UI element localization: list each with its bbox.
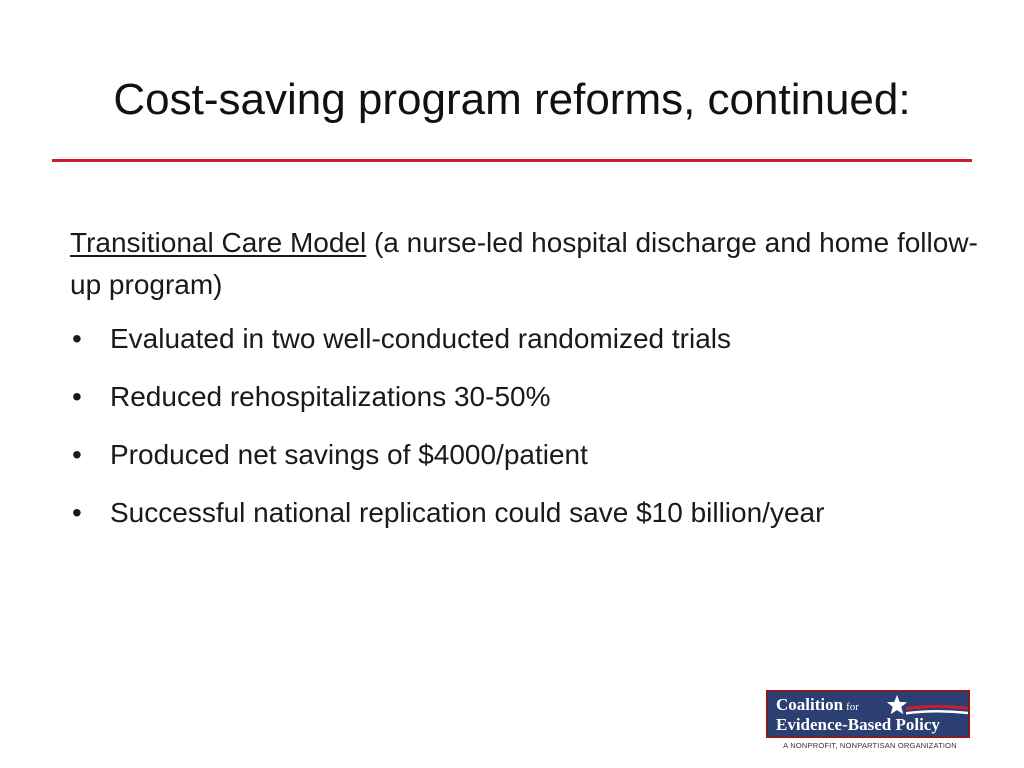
logo-line-1: Coalition for	[776, 695, 859, 714]
logo-line-2: Evidence-Based Policy	[776, 715, 940, 734]
slide-title: Cost-saving program reforms, continued:	[113, 75, 911, 124]
title-divider	[52, 159, 972, 162]
bullet-dot-icon: •	[72, 439, 82, 470]
bullet-dot-icon: •	[72, 323, 82, 354]
bullet-item	[70, 492, 1000, 534]
bullet-text: Reduced rehospitalizations 30-50%	[110, 381, 551, 412]
bullet-text: Produced net savings of $4000/patient	[110, 439, 588, 470]
bullet-dot-icon: •	[72, 497, 82, 528]
bullet-item	[70, 376, 1000, 418]
bullet-item	[70, 434, 1000, 476]
bullet-list	[70, 318, 1000, 550]
bullet-text: Evaluated in two well-conducted randomized trials	[110, 323, 731, 354]
intro-paragraph	[70, 222, 990, 306]
organization-logo	[766, 690, 974, 752]
logo-badge	[766, 690, 970, 738]
intro-term: Transitional Care Model	[70, 227, 367, 258]
intro-description: (a nurse-led hospital discharge and home follow-up program)	[70, 227, 978, 300]
logo-line-1-small: for	[846, 701, 859, 713]
bullet-text: Successful national replication could save $10 billion/year	[110, 497, 825, 528]
logo-tagline: A NONPROFIT, NONPARTISAN ORGANIZATION	[783, 741, 957, 750]
star-icon	[886, 694, 908, 716]
bullet-dot-icon: •	[72, 381, 82, 412]
bullet-item	[70, 318, 1000, 360]
